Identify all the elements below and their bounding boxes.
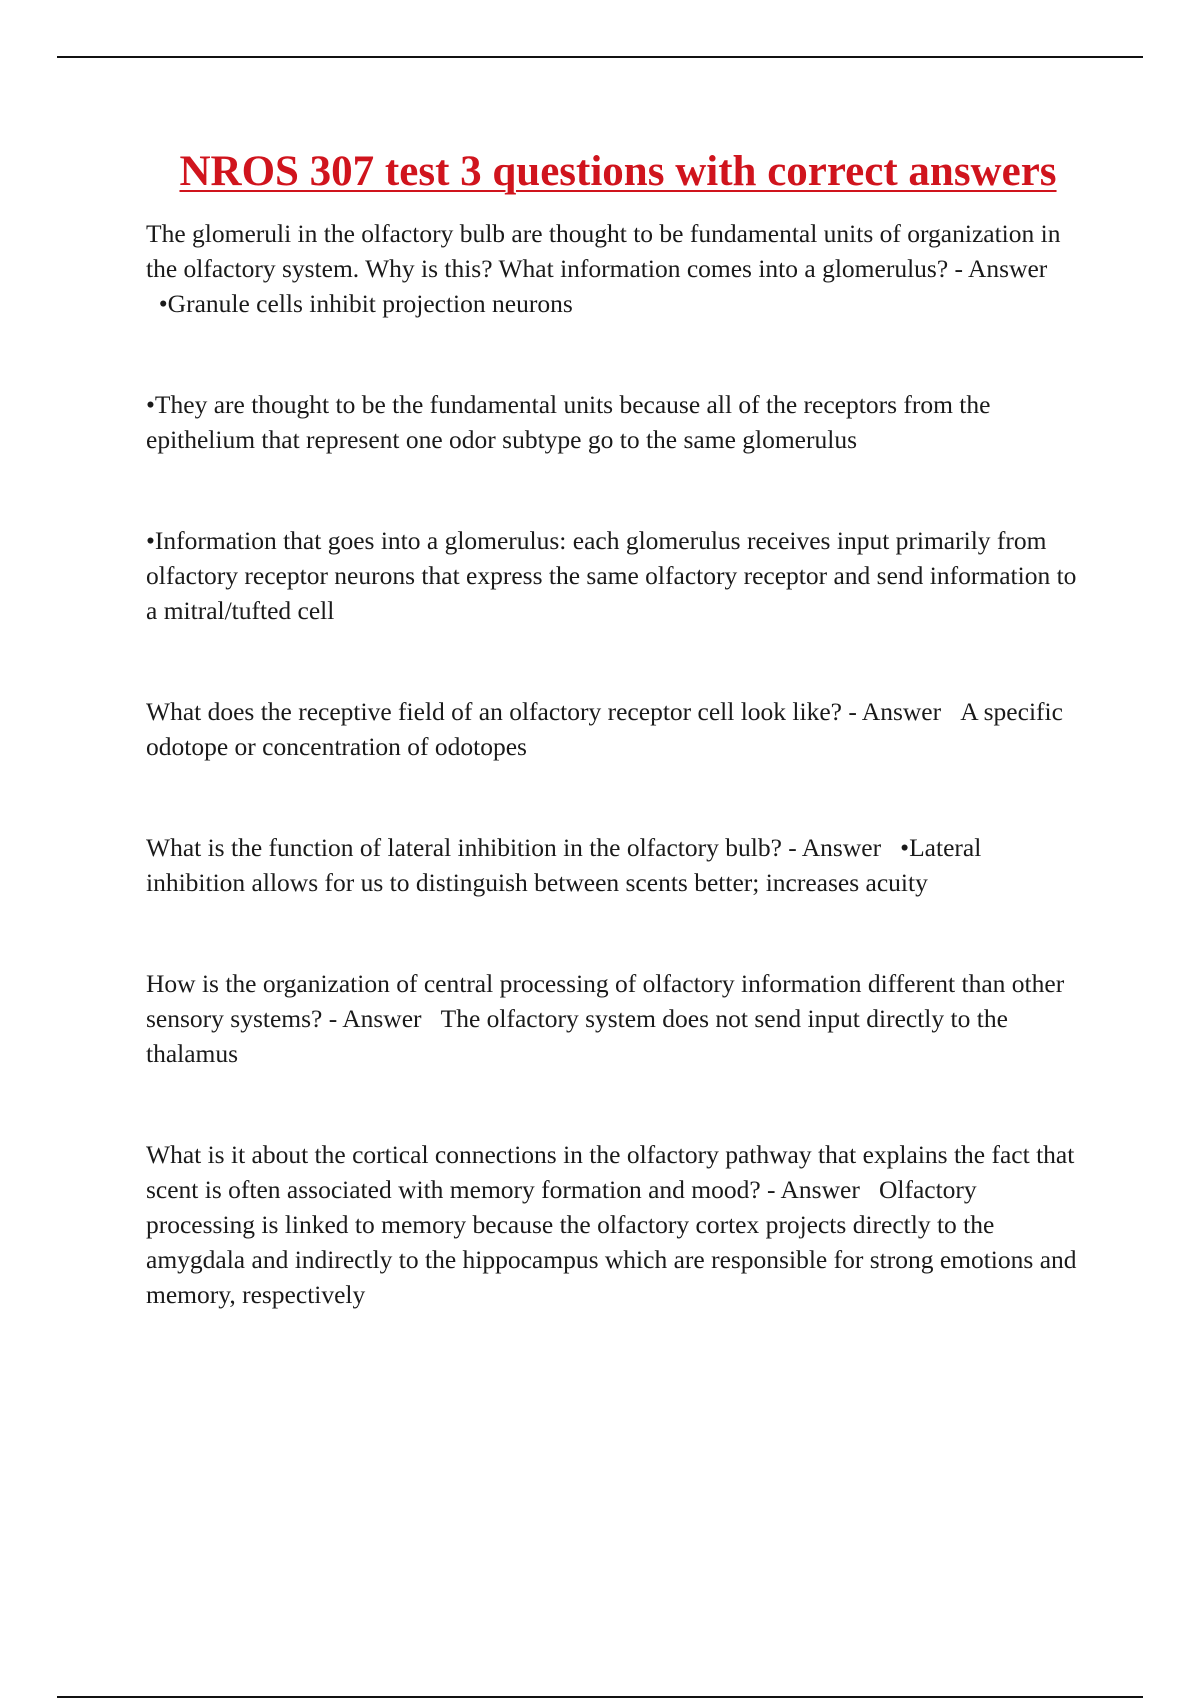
paragraph-fundamental-units: •They are thought to be the fundamental units because all of the receptors from the epithelium that represent one odor subtype go to the same glomerulus xyxy=(146,390,991,454)
document-body xyxy=(146,216,1086,1312)
document-title: NROS 307 test 3 questions with correct answers xyxy=(179,148,1057,195)
top-rule xyxy=(57,56,1143,58)
paragraph-cortical-connections: What is it about the cortical connections in the olfactory pathway that explains the fact that scent is often associated with memory formation and mood? - Answer Olfactory processing is linked to memory because the olfactory cortex projects directly to the amygdala and indirectly to the hippocampus which are responsible for strong emotions and memory, respectively xyxy=(146,1140,1077,1309)
paragraph-lateral-inhibition: What is the function of lateral inhibition in the olfactory bulb? - Answer •Lateral inhibition allows for us to distinguish between scents better; increases acuity xyxy=(146,833,982,897)
paragraph-receptive-field: What does the receptive field of an olfactory receptor cell look like? - Answer A specific odotope or concentration of odotopes xyxy=(146,697,1063,761)
paragraph-central-processing: How is the organization of central processing of olfactory information different than other sensory systems? - Answer The olfactory system does not send input directly to the thalamus xyxy=(146,969,1065,1068)
paragraph-glomeruli-question: The glomeruli in the olfactory bulb are thought to be fundamental units of organization in the olfactory system. Why is this? What information comes into a glomerulus? - Answer •Granule cells inhibit projection neurons xyxy=(146,219,1061,318)
paragraph-glomerulus-input: •Information that goes into a glomerulus: each glomerulus receives input primarily from olfactory receptor neurons that express the same olfactory receptor and send information to a mitral/tufted cell xyxy=(146,526,1077,625)
bottom-rule xyxy=(57,1696,1143,1698)
